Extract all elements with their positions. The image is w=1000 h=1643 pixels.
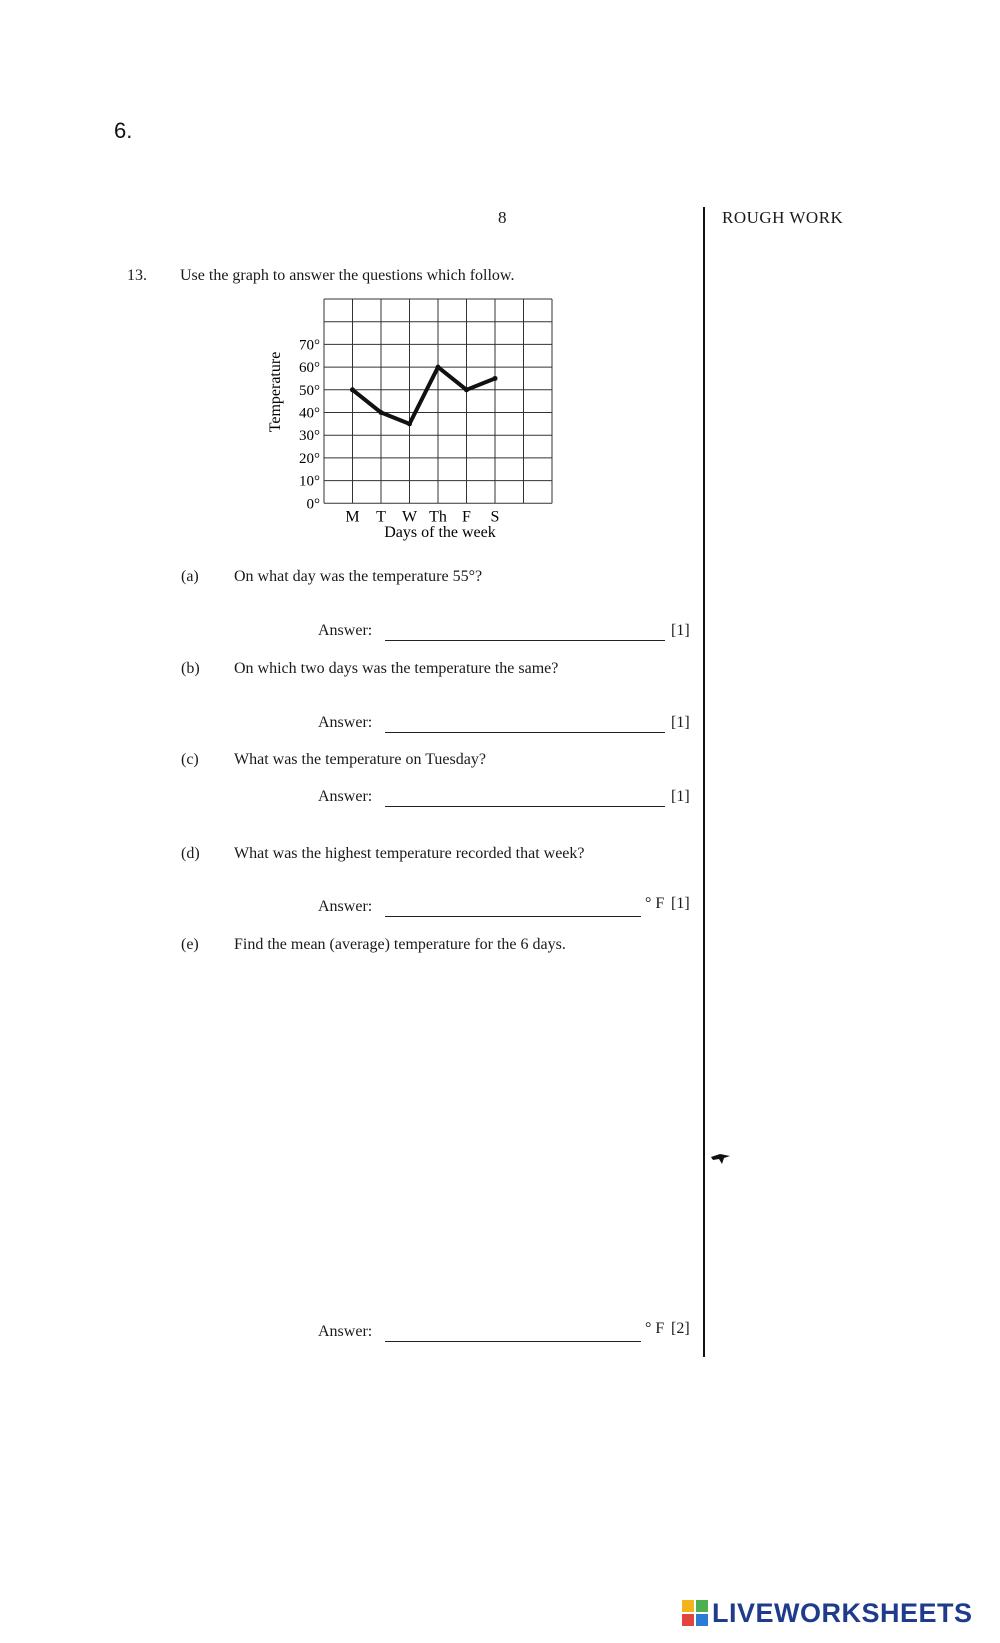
- y-tick-label: 0°: [306, 496, 320, 513]
- pen-mark: [710, 1150, 732, 1171]
- question-number: 13.: [127, 267, 147, 284]
- marks-label: [1]: [671, 788, 690, 805]
- y-tick-label: 30°: [299, 428, 320, 445]
- part-question: What was the highest temperature recorded that week?: [234, 845, 585, 862]
- x-tick-label: M: [345, 508, 360, 526]
- answer-line[interactable]: [385, 640, 665, 641]
- answer-label: Answer:: [318, 714, 373, 731]
- item-number: 6.: [114, 118, 133, 143]
- x-axis-label: Days of the week: [384, 524, 496, 541]
- answer-label: Answer:: [318, 1323, 373, 1340]
- x-axis-ticks: [345, 508, 499, 525]
- data-point: [350, 387, 355, 392]
- marks-label: [1]: [671, 622, 690, 639]
- y-tick-label: 70°: [299, 337, 320, 354]
- y-tick-label: 50°: [299, 382, 320, 399]
- part-label: (d): [181, 845, 200, 862]
- y-tick-label: 20°: [299, 450, 320, 467]
- y-tick-label: 40°: [299, 405, 320, 422]
- x-tick-label: S: [490, 508, 500, 526]
- data-point: [379, 410, 384, 415]
- answer-label: Answer:: [318, 622, 373, 639]
- part-label: (c): [181, 751, 199, 768]
- x-tick-label: W: [401, 508, 418, 526]
- page-number: 8: [498, 208, 507, 227]
- part-label: (e): [181, 936, 199, 953]
- marks-label: [1]: [671, 895, 690, 912]
- marks-label: [2]: [671, 1320, 690, 1337]
- data-point: [464, 387, 469, 392]
- part-label: (b): [181, 660, 200, 677]
- y-axis-label: Temperature: [267, 351, 284, 433]
- data-point: [493, 376, 498, 381]
- part-question: On which two days was the temperature the same?: [234, 660, 559, 677]
- marks-label: [1]: [671, 714, 690, 731]
- column-divider: [703, 207, 705, 1357]
- liveworksheets-brand: LIVEWORKSHEETS: [712, 1598, 973, 1628]
- answer-line[interactable]: [385, 806, 665, 807]
- unit-label: ° F: [645, 1320, 665, 1337]
- temperature-line-chart: [258, 296, 558, 556]
- y-tick-label: 60°: [299, 360, 320, 377]
- liveworksheets-logo-icon: [682, 1600, 708, 1626]
- rough-work-heading: ROUGH WORK: [722, 208, 844, 227]
- x-tick-label: F: [462, 508, 471, 526]
- data-point: [436, 365, 441, 370]
- part-question: What was the temperature on Tuesday?: [234, 751, 486, 768]
- x-tick-label: T: [376, 508, 386, 526]
- temperature-series-line: [353, 367, 496, 424]
- unit-label: ° F: [645, 895, 665, 912]
- chart-grid: [324, 299, 552, 503]
- answer-line[interactable]: [385, 1341, 641, 1342]
- answer-line[interactable]: [385, 916, 641, 917]
- part-question: On what day was the temperature 55°?: [234, 568, 483, 585]
- answer-line[interactable]: [385, 732, 665, 733]
- part-question: Find the mean (average) temperature for the 6 days.: [234, 936, 566, 953]
- data-point: [407, 421, 412, 426]
- question-intro: Use the graph to answer the questions which follow.: [180, 267, 515, 284]
- y-axis-ticks: [299, 337, 320, 512]
- answer-label: Answer:: [318, 898, 373, 915]
- y-tick-label: 10°: [299, 473, 320, 490]
- part-label: (a): [181, 568, 199, 585]
- x-tick-label: Th: [429, 508, 447, 526]
- answer-label: Answer:: [318, 788, 373, 805]
